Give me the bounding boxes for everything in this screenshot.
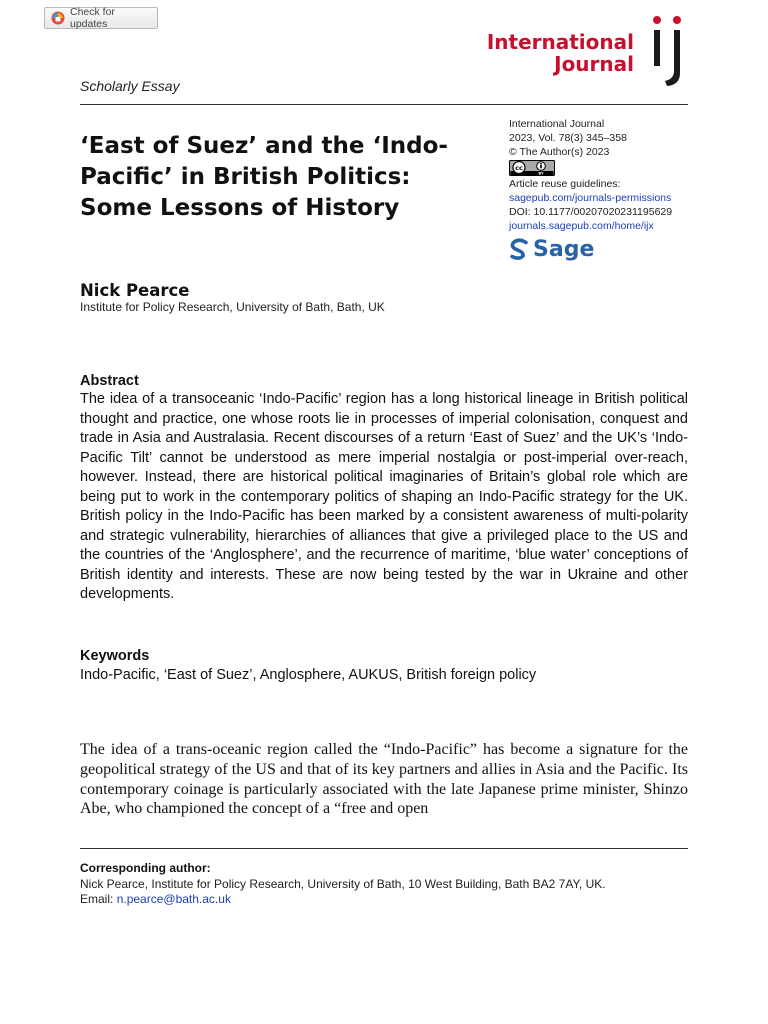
journal-logo-line2: Journal <box>554 52 634 76</box>
journal-logo-mark-icon <box>645 15 691 87</box>
sage-logo <box>509 238 709 262</box>
abstract-heading: Abstract <box>80 373 139 389</box>
meta-journal: International Journal <box>509 118 605 130</box>
body-paragraph: The idea of a trans-oceanic region called the “Indo-Pacific” has become a signature for the geopolitical strategy of the US and that of its key partners and allies in Asia and the Pacific. Its contemporary coinage is particularly associated with the late Japanese prime minister, Shinzo Abe, who championed the concept of a “free and open <box>80 741 688 818</box>
article-type: Scholarly Essay <box>80 78 180 94</box>
svg-text:BY: BY <box>538 171 544 176</box>
keywords-heading: Keywords <box>80 648 150 664</box>
check-for-updates-label: Check for updates <box>70 6 115 30</box>
meta-reuse-label: Article reuse guidelines: <box>509 178 621 190</box>
cc-by-icon <box>509 160 555 176</box>
keywords-text: Indo-Pacific, ‘East of Suez’, Anglosphere, AUKUS, British foreign policy <box>80 667 537 683</box>
header-divider <box>80 104 688 105</box>
corresponding-author-heading: Corresponding author: <box>80 861 211 875</box>
corresponding-author-email-line <box>80 892 231 906</box>
meta-copyright: © The Author(s) 2023 <box>509 146 610 158</box>
corresponding-author-address: Nick Pearce, Institute for Policy Research, University of Bath, 10 West Building, Bath BA2 7AY, UK. <box>80 877 606 891</box>
journal-home-link[interactable]: journals.sagepub.com/home/ijx <box>509 220 654 232</box>
journal-logo-line1: International <box>486 30 634 54</box>
check-for-updates-button[interactable] <box>44 7 158 29</box>
article-title: ‘East of Suez’ and the ‘Indo-Pacific’ in British Politics: Some Lessons of History <box>80 133 448 221</box>
sage-logo-text: Sage <box>533 237 595 262</box>
meta-volume: 2023, Vol. 78(3) 345–358 <box>509 132 627 144</box>
reuse-guidelines-link[interactable]: sagepub.com/journals-permissions <box>509 192 672 204</box>
footnote-divider <box>80 848 688 849</box>
meta-doi: DOI: 10.1177/00207020231195629 <box>509 206 673 218</box>
check-for-updates-icon <box>51 11 65 25</box>
email-label: Email: <box>80 892 114 906</box>
author-name: Nick Pearce <box>80 281 190 300</box>
svg-text:cc: cc <box>515 164 523 172</box>
abstract-text: The idea of a transoceanic ‘Indo-Pacific’ region has a long historical lineage in British political thought and practice, one whose roots lie in processes of imperial colonisation, conquest and trade in Asia and Australasia. Recent discourses of a return ‘East of Suez’ and the UK’s ‘Indo-Pacific Tilt’ cannot be understood as mere imperial nostalgia or post-imperial over-reach, however. Instead, there are historical political imaginaries of Britain’s global role which are being put to work in the contemporary politics of shaping an Indo-Pacific strategy for the UK. British policy in the Indo-Pacific has been marked by a consistent awareness of multi-polarity and strategic vulnerability, hierarchies of alliances that give a privileged place to the US and the countries of the ‘Anglosphere’, and the recurrence of maritime, ‘blue water’ conceptions of British identity and interests. These are now being tested by the war in Ukraine and other developments. <box>80 391 688 602</box>
author-affiliation: Institute for Policy Research, University of Bath, Bath, UK <box>80 300 385 314</box>
article-metadata <box>509 117 709 262</box>
journal-logo-text <box>487 31 634 75</box>
author-email-link[interactable]: n.pearce@bath.ac.uk <box>116 892 231 906</box>
sage-logo-icon <box>509 238 529 262</box>
